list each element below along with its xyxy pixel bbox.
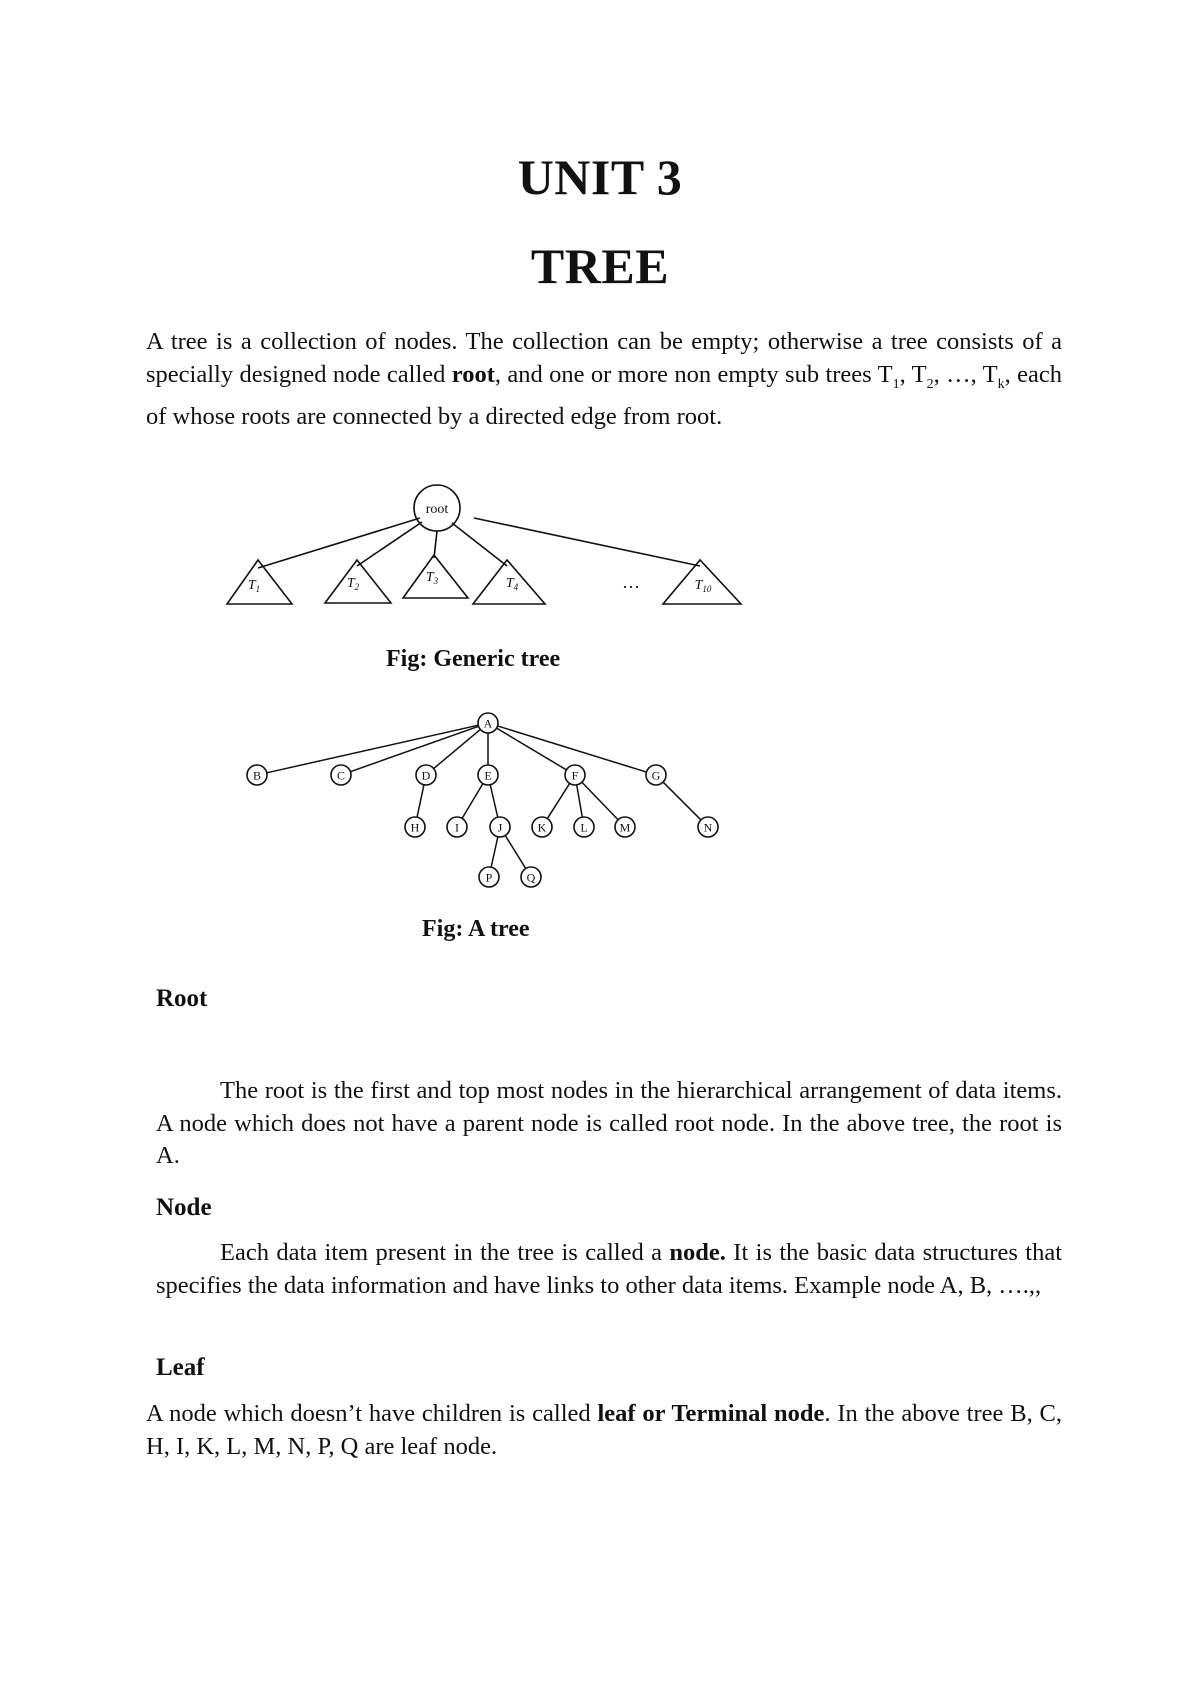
tree-node-label-D: D — [421, 768, 431, 783]
heading-node: Node — [156, 1194, 212, 1221]
page-title: TREE — [530, 238, 670, 294]
intro-sub-k: k — [997, 376, 1005, 392]
tree-node-label-F: F — [571, 768, 579, 783]
tree-node-label-E: E — [484, 768, 492, 783]
edge-A-B — [267, 725, 478, 773]
tree-node-label-B: B — [252, 768, 262, 783]
subtree-ellipsis: … — [622, 572, 640, 592]
leaf-text-3: . In the above tree B, C, H, I, K, L, M, N, P, Q are leaf node. — [146, 1400, 1062, 1460]
edge-J-P — [491, 837, 498, 867]
leaf-paragraph — [146, 1398, 1062, 1463]
t1-base: T — [247, 578, 256, 593]
tree-node-label-C: C — [336, 768, 346, 783]
leaf-bold-1: leaf — [597, 1400, 636, 1427]
t2-sub: 2 — [354, 582, 360, 592]
root-paragraph — [156, 1075, 1062, 1173]
unit-title: UNIT 3 — [517, 149, 683, 205]
tree-node-label-P: P — [485, 870, 493, 885]
intro-text-5: , each of whose roots are connected by a directed edge from root. — [146, 360, 1063, 430]
figure-caption-generic-tree: Fig: Generic tree — [386, 646, 561, 672]
t4-sub: 4 — [513, 582, 519, 592]
node-text-2: It is the basic data structures that specifies the data information and have links to other data items. Example node A, B, ….,, — [156, 1239, 1062, 1299]
node-bold: node. — [669, 1239, 726, 1266]
tree-node-label-L: L — [580, 820, 588, 835]
edge-E-I — [462, 784, 483, 819]
intro-bold-root: root — [451, 360, 495, 388]
root-text: The root is the first and top most nodes in the hierarchical arrangement of data items. A node which does not have a parent node is called root node. In the above tree, the root is A. — [156, 1077, 1062, 1169]
tree-node-label-Q: Q — [526, 870, 536, 885]
edge-F-L — [577, 785, 583, 817]
intro-text-3: , T — [899, 360, 927, 388]
t3-base: T — [425, 570, 434, 585]
edge-E-J — [490, 785, 498, 818]
tree-node-label-A: A — [483, 716, 493, 731]
edge-G-N — [663, 782, 701, 820]
intro-text-4: , …, T — [933, 360, 998, 388]
leaf-text-2: or — [635, 1400, 672, 1427]
t3-sub: 3 — [433, 576, 439, 586]
edge-F-K — [547, 783, 569, 818]
t10-base: T — [694, 578, 703, 593]
intro-sub-1: 1 — [892, 376, 900, 392]
intro-text-2: , and one or more non empty sub trees T — [494, 360, 893, 388]
tree-node-label-J: J — [497, 820, 503, 835]
intro-sub-2: 2 — [926, 376, 934, 392]
tree-node-label-I: I — [455, 820, 459, 835]
edge-A-F — [497, 728, 567, 770]
t10-sub: 10 — [702, 584, 712, 594]
node-paragraph — [156, 1237, 1062, 1302]
heading-leaf: Leaf — [156, 1354, 205, 1381]
edge-J-Q — [505, 835, 525, 868]
edge-A-D — [434, 729, 481, 768]
t4-base: T — [505, 576, 514, 591]
heading-root: Root — [156, 985, 208, 1012]
leaf-text-1: A node which doesn’t have children is called — [146, 1400, 598, 1427]
leaf-bold-2: Terminal node — [671, 1400, 825, 1427]
t1-sub: 1 — [255, 584, 261, 594]
tree-node-label-G: G — [651, 768, 661, 783]
root-node-label: root — [425, 502, 449, 517]
tree-node-label-H: H — [410, 820, 420, 835]
tree-node-label-N: N — [703, 820, 713, 835]
edge-F-M — [582, 782, 618, 820]
tree-node-label-M: M — [619, 820, 631, 835]
node-text-1: Each data item present in the tree is called a — [220, 1239, 670, 1266]
tree-node-label-K: K — [537, 820, 547, 835]
figure-caption-a-tree: Fig: A tree — [422, 916, 530, 942]
edge-D-H — [417, 785, 424, 817]
t2-base: T — [346, 576, 355, 591]
intro-text-1: A tree is a collection of nodes. The collection can be empty; otherwise a tree consists of a specially designed node called — [146, 328, 1062, 388]
